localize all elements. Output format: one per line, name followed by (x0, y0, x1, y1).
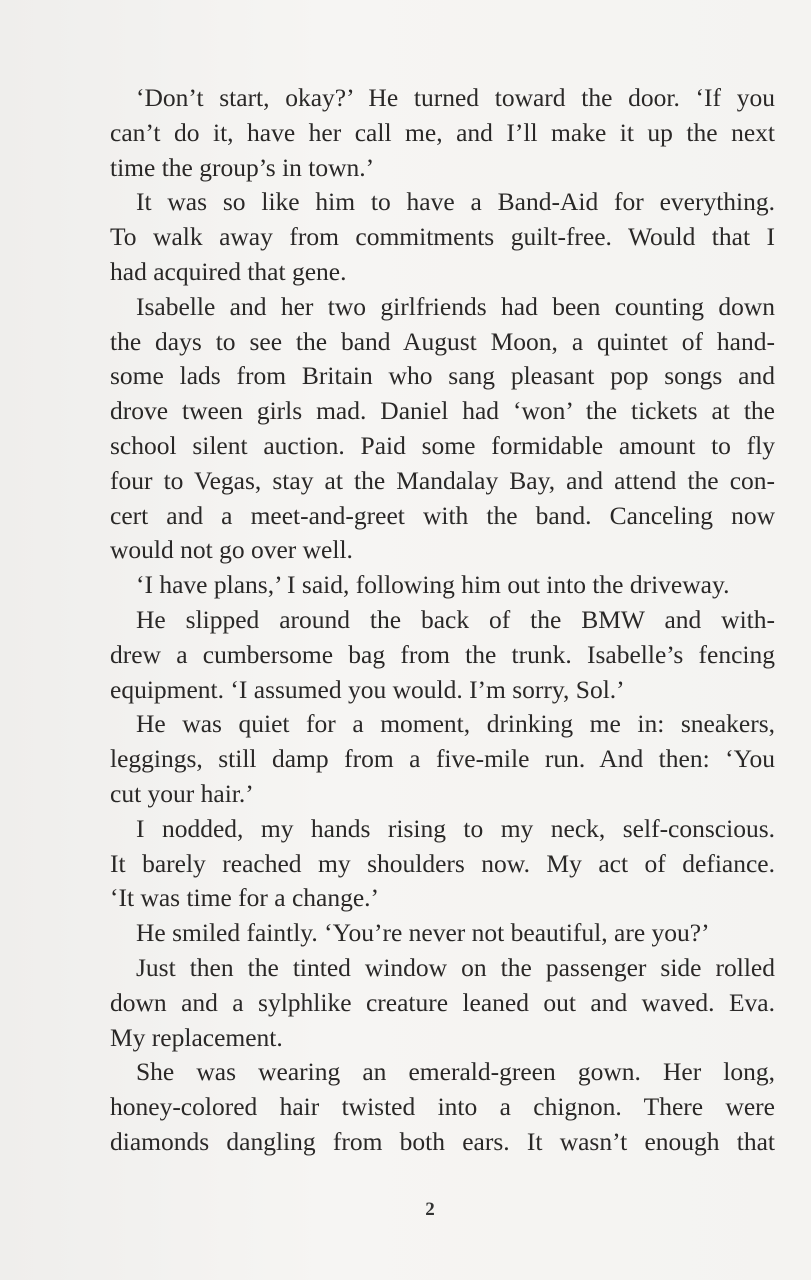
text-line: He was quiet for a moment, drinking me in: sneakers, (136, 709, 775, 739)
text-line: had acquired that gene. (110, 256, 347, 286)
paragraph (110, 568, 775, 603)
paragraph (110, 916, 775, 951)
text-line: Isabelle and her two girlfriends had been counting down (136, 291, 775, 321)
text-line: honey-colored hair twisted into a chignon. There were (110, 1092, 775, 1122)
paragraph (110, 185, 775, 289)
text-line: some lads from Britain who sang pleasant pop songs and (110, 361, 775, 391)
text-line: He smiled faintly. ‘You’re never not beautiful, are you?’ (136, 918, 710, 948)
text-line: To walk away from commitments guilt-free. Would that I (110, 222, 775, 252)
text-line: ‘It was time for a change.’ (110, 883, 380, 913)
paragraph (110, 81, 775, 185)
page-number: 2 (425, 1199, 435, 1220)
text-line: It was so like him to have a Band-Aid for everything. (136, 187, 775, 217)
text-line: Just then the tinted window on the passenger side rolled (136, 952, 775, 982)
paragraph (110, 812, 775, 916)
text-line: It barely reached my shoulders now. My act of defiance. (110, 848, 775, 878)
text-line: My replacement. (110, 1022, 283, 1052)
text-line: cert and a meet-and-greet with the band. Canceling now (110, 500, 775, 530)
text-line: She was wearing an emerald-green gown. Her long, (136, 1057, 775, 1087)
text-line: diamonds dangling from both ears. It wasn’t enough that (110, 1126, 775, 1156)
text-line: He slipped around the back of the BMW and with- (136, 604, 775, 634)
text-line: drove tween girls mad. Daniel had ‘won’ the tickets at the (110, 396, 775, 426)
paragraph (110, 290, 775, 568)
text-line: I nodded, my hands rising to my neck, self-conscious. (136, 813, 775, 843)
text-line: can’t do it, have her call me, and I’ll make it up the next (110, 117, 775, 147)
text-line: would not go over well. (110, 535, 353, 565)
paragraph (110, 951, 775, 1055)
text-line: drew a cumbersome bag from the trunk. Isabelle’s fencing (110, 639, 775, 669)
text-line: ‘I have plans,’ I said, following him out into the driveway. (136, 570, 730, 600)
text-line: the days to see the band August Moon, a quintet of hand- (110, 326, 775, 356)
paragraph (110, 707, 775, 811)
text-line: ‘Don’t start, okay?’ He turned toward the door. ‘If you (136, 83, 775, 112)
text-line: school silent auction. Paid some formidable amount to fly (110, 430, 775, 460)
text-line: cut your hair.’ (110, 778, 254, 808)
text-line: leggings, still damp from a five-mile run. And then: ‘You (110, 744, 775, 774)
text-line: down and a sylphlike creature leaned out and waved. Eva. (110, 987, 775, 1017)
paragraph (110, 1055, 775, 1159)
text-line: equipment. ‘I assumed you would. I’m sorry, Sol.’ (110, 674, 625, 704)
paragraph (110, 603, 775, 707)
text-line: four to Vegas, stay at the Mandalay Bay, and attend the con- (110, 465, 775, 495)
text-line: time the group’s in town.’ (110, 152, 375, 182)
body-text (110, 81, 775, 1160)
